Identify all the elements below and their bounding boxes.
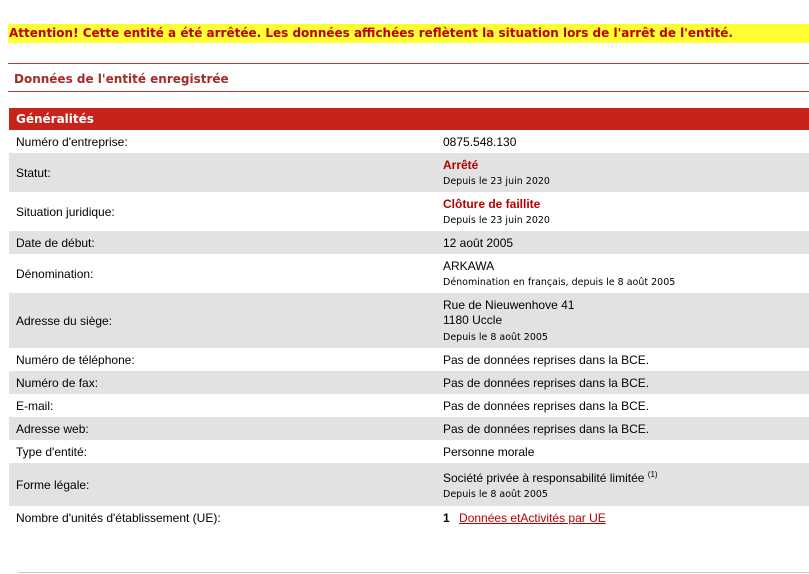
generalites-table	[9, 108, 809, 530]
value-telephone: Pas de données reprises dans la BCE.	[443, 352, 650, 367]
label-situation: Situation juridique:	[16, 204, 115, 219]
table-row-forme	[9, 463, 809, 506]
warning-banner: Attention! Cette entité a été arrêtée. Les données affichées reflètent la situation lors de l'arrêt de l'entité.	[8, 24, 809, 43]
value-forme: Société privée à responsabilité limitée	[443, 470, 645, 485]
label-denomination: Dénomination:	[16, 266, 94, 281]
value-statut: Arrêté	[443, 158, 479, 172]
table-header: Généralités	[9, 108, 809, 130]
label-ue: Nombre d'unités d'établissement (UE):	[16, 511, 221, 525]
divider-top	[8, 63, 809, 64]
since-denomination: Dénomination en français, depuis le 8 août 2005	[443, 277, 676, 288]
label-telephone: Numéro de téléphone:	[16, 352, 135, 367]
section-title: Données de l'entité enregistrée	[14, 72, 229, 86]
value-type: Personne morale	[443, 444, 535, 459]
table-row-type	[9, 440, 809, 463]
since-statut: Depuis le 23 juin 2020	[443, 176, 550, 187]
table-row-debut	[9, 231, 809, 254]
value-debut: 12 août 2005	[443, 235, 514, 250]
ue-activities-link[interactable]: Données etActivités par UE	[459, 511, 606, 525]
since-adresse: Depuis le 8 août 2005	[443, 332, 548, 343]
value-adresse-city: 1180 Uccle	[443, 313, 503, 327]
label-adresse: Adresse du siège:	[16, 313, 113, 328]
table-row-statut	[9, 153, 809, 192]
divider-bottom	[8, 91, 809, 92]
table-row-situation	[9, 192, 809, 231]
label-forme: Forme légale:	[16, 477, 90, 492]
value-fax: Pas de données reprises dans la BCE.	[443, 375, 650, 390]
since-situation: Depuis le 23 juin 2020	[443, 215, 550, 226]
table-row-denomination	[9, 254, 809, 293]
table-row-ue	[9, 506, 809, 530]
bottom-divider	[18, 572, 809, 573]
value-numero: 0875.548.130	[443, 134, 517, 149]
value-web: Pas de données reprises dans la BCE.	[443, 421, 650, 436]
label-statut: Statut:	[16, 165, 51, 180]
label-web: Adresse web:	[16, 421, 89, 436]
table-row-numero	[9, 130, 809, 153]
table-row-web	[9, 417, 809, 440]
label-type: Type d'entité:	[16, 444, 88, 459]
label-numero: Numéro d'entreprise:	[16, 134, 128, 149]
since-forme: Depuis le 8 août 2005	[443, 488, 548, 500]
table-row-fax	[9, 371, 809, 394]
label-debut: Date de début:	[16, 235, 95, 250]
value-adresse-street: Rue de Nieuwenhove 41	[443, 298, 575, 312]
value-denomination: ARKAWA	[443, 259, 495, 273]
table-row-telephone	[9, 348, 809, 371]
table-row-adresse	[9, 293, 809, 348]
label-email: E-mail:	[16, 398, 54, 413]
table-row-email	[9, 394, 809, 417]
label-fax: Numéro de fax:	[16, 375, 99, 390]
footnote-marker: (1)	[647, 469, 658, 479]
value-email: Pas de données reprises dans la BCE.	[443, 398, 650, 413]
value-situation: Clôture de faillite	[443, 197, 541, 211]
ue-count: 1	[443, 511, 450, 525]
